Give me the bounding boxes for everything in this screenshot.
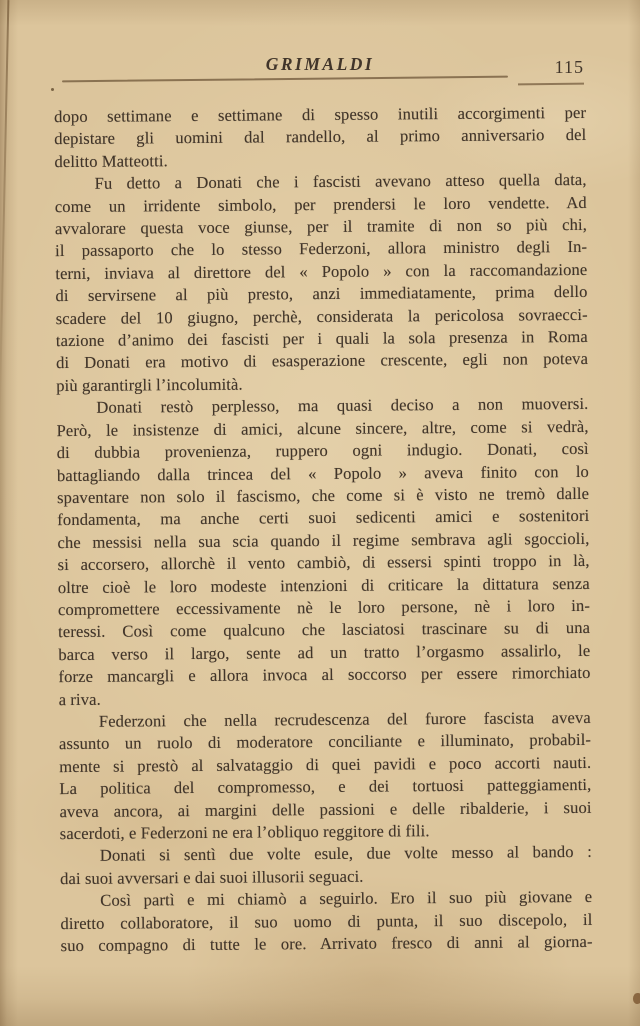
- paragraph: [60, 886, 593, 957]
- paper-speck: [51, 88, 54, 91]
- text-line: terni, inviava al direttore del « Popolo » con la raccomandazione: [55, 259, 588, 283]
- text-line: teressi. Così come qualcuno che lasciatosi trascinare su di una: [58, 618, 591, 642]
- text-line: mente si prestò al salvataggio di quei pavidi e poco accorti nauti.: [59, 752, 592, 776]
- text-line: Donati si sentì due volte esule, due volte messo al bando :: [99, 842, 592, 866]
- paragraph: [59, 707, 592, 846]
- text-line: Donati restò perplesso, ma quasi deciso a non muoversi.: [96, 394, 589, 418]
- text-line: Però, le insistenze di amici, alcune sincere, altre, come si vedrà,: [56, 416, 589, 440]
- text-line: La politica del compromesso, e dei tortuosi patteggiamenti,: [59, 775, 592, 799]
- text-line: di dubbia provenienza, ruppero ogni indugio. Donati, così: [56, 438, 589, 463]
- text-line: delitto Matteotti.: [54, 151, 168, 171]
- paragraph: [54, 102, 587, 173]
- text-line: spaventare non solo il fascismo, che come si è visto ne tremò dalle: [57, 483, 590, 507]
- text-line: sacerdoti, e Federzoni ne era l’obliquo reggitore di fili.: [59, 821, 430, 844]
- text-line: battagliando dalla trincea del « Popolo » aveva finito con lo: [56, 461, 589, 485]
- text-line: Fu detto a Donati che i fascisti avevano atteso quella data,: [94, 170, 587, 193]
- paragraph: [56, 393, 590, 711]
- header-rule: [62, 76, 508, 83]
- text-line: Federzoni che nella recrudescenza del furore fascista aveva: [98, 707, 591, 731]
- text-line: forze mancargli e allora invoca al soccorso per essere rimorchiato: [58, 663, 591, 687]
- text-line: di servirsene al più presto, anzi immediatamente, prima dello: [55, 282, 588, 306]
- text-line: il passaporto che lo stesso Federzoni, allora ministro degli In-: [55, 237, 588, 261]
- paragraph: [60, 841, 592, 890]
- text-line: aveva ancora, ai margini delle passioni e delle ribalderie, i suoi: [59, 797, 592, 821]
- page-header: [0, 52, 640, 96]
- text-line: fondamenta, ma anche certi suoi sedicenti amici e sostenitori: [57, 506, 590, 530]
- text-line: dai suoi avversari e dai suoi illusorii seguaci.: [59, 866, 364, 888]
- page-number-rule: [518, 83, 584, 85]
- text-line: oltre cioè le loro modeste intenzioni di criticare la dittatura senza: [57, 573, 590, 597]
- text-line: dopo settimane e settimane di spesso inutili accorgimenti per: [54, 102, 587, 127]
- text-line: che messisi nella sua scia quando il regime sembrava agli sgoccioli,: [57, 528, 590, 552]
- text-line: di Donati era motivo di esasperazione crescente, egli non poteva: [55, 349, 589, 373]
- paragraph: [55, 169, 589, 397]
- text-line: a riva.: [58, 689, 101, 709]
- text-block: [54, 102, 593, 958]
- text-line: scadere del 10 giugno, perchè, considerata la pericolosa sovraecci-: [55, 304, 588, 328]
- text-line: diretto collaboratore, il suo uomo di punta, il suo discepolo, il: [60, 909, 593, 933]
- text-line: depistare gli uomini dal randello, al primo anniversario del: [54, 125, 587, 149]
- text-line: come un irridente simbolo, per prendersi le loro vendette. Ad: [54, 192, 587, 216]
- text-line: si accorsero, allorchè il vento cambiò, di essersi spinti troppo in là,: [57, 551, 590, 575]
- text-line: tazione d’animo dei fascisti per i quali la sola presenza in Roma: [55, 326, 588, 351]
- text-line: barca verso il largo, sente ad un tratto l’orgasmo assalirlo, le: [58, 640, 591, 664]
- text-line: suo compagno di tutte le ore. Arrivato fresco di anni al giorna-: [60, 931, 593, 956]
- running-head-title: GRIMALDI: [265, 54, 375, 74]
- text-line: assunto un ruolo di moderatore conciliante e illuminato, probabil-: [58, 730, 592, 754]
- page-number: 115: [554, 57, 584, 77]
- text-line: più garantirgli l’incolumità.: [56, 374, 243, 395]
- stain-spot: [633, 993, 640, 1004]
- text-line: avvalorare questa voce giunse, per il tramite di non so più chi,: [54, 214, 588, 239]
- text-line: Così partì e mi chiamò a seguirlo. Ero il suo più giovane e: [100, 887, 593, 910]
- text-line: compromettere eccessivamente nè le loro persone, nè i loro in-: [57, 595, 591, 620]
